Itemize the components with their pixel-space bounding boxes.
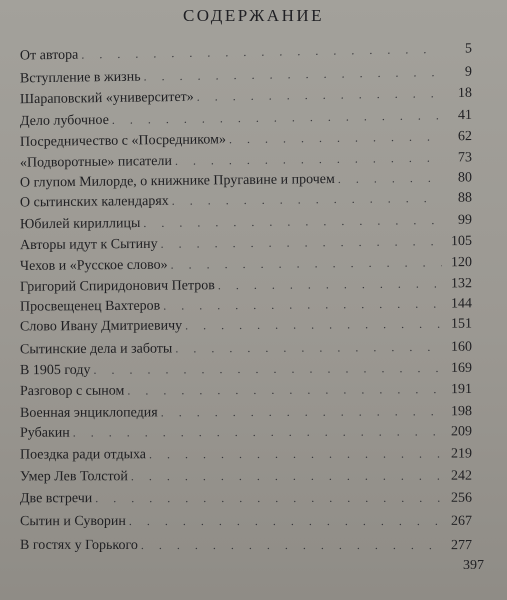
toc-entry-page: 73 xyxy=(457,150,473,166)
toc-entry-title: От автора xyxy=(19,47,79,64)
toc-entry-title: Поездка ради отдыха xyxy=(19,447,147,463)
toc-entry-page: 120 xyxy=(450,255,473,271)
toc-entry-title: О глупом Милорде, о книжнике Пругавине и прочем xyxy=(19,171,335,191)
toc-entry-title: Дело лубочное xyxy=(19,112,109,130)
toc-entry-page: 132 xyxy=(450,276,473,292)
toc-entry-title: «Подворотные» писатели xyxy=(19,153,172,171)
toc-entry-page: 88 xyxy=(457,190,473,206)
toc-entry xyxy=(20,234,472,258)
toc-entry-page: 80 xyxy=(457,170,473,186)
toc-entry-title: В 1905 году xyxy=(19,362,91,379)
dot-leader xyxy=(93,361,442,378)
toc-entry-page: 209 xyxy=(450,424,473,440)
toc-entry-page: 41 xyxy=(457,107,473,124)
toc-entry-page: 62 xyxy=(457,129,473,145)
toc-entry-title: Умер Лев Толстой xyxy=(19,469,128,485)
toc-entry-title: Рубакин xyxy=(19,425,70,441)
toc-entry-page: 99 xyxy=(457,212,473,228)
toc-entry-title: Юбилей кириллицы xyxy=(19,216,141,233)
toc-entry xyxy=(20,317,472,340)
dot-leader xyxy=(172,191,442,209)
toc-entry-page: 198 xyxy=(450,404,473,420)
dot-leader xyxy=(112,108,442,127)
toc-entry-title: Чехов и «Русское слово» xyxy=(19,257,168,274)
dot-leader xyxy=(338,171,442,187)
toc-entry-page: 151 xyxy=(450,316,473,332)
toc-entry-page: 5 xyxy=(464,41,473,57)
toc-entry xyxy=(20,361,472,383)
dot-leader xyxy=(143,65,442,84)
toc-entry xyxy=(20,41,472,68)
dot-leader xyxy=(127,382,442,398)
toc-entry-title: О сытинских календарях xyxy=(19,193,169,211)
toc-entry xyxy=(20,514,472,534)
toc-entry xyxy=(20,382,472,404)
dot-leader xyxy=(143,213,442,231)
toc-entry-title: Шараповский «университет» xyxy=(19,89,194,108)
dot-leader xyxy=(163,297,442,314)
toc-entry-page: 144 xyxy=(450,296,473,312)
dot-leader xyxy=(129,514,442,529)
toc-entry xyxy=(20,340,472,363)
toc-entry-page: 18 xyxy=(457,85,473,101)
toc-entry-title: Военная энциклопедия xyxy=(19,405,158,421)
dot-leader xyxy=(197,86,442,105)
toc-entry xyxy=(20,255,472,279)
toc-entry-title: Вступление в жизнь xyxy=(19,69,141,87)
page-title: СОДЕРЖАНИЕ xyxy=(182,6,325,25)
toc-entry-title: Две встречи xyxy=(19,491,93,507)
toc-entry-page: 256 xyxy=(450,490,473,506)
page-number: 397 xyxy=(463,558,484,573)
toc-entry-page: 277 xyxy=(450,538,473,554)
toc-entry-title: Сытин и Суворин xyxy=(19,514,126,530)
toc-entry xyxy=(20,469,472,490)
toc-entry xyxy=(20,491,472,511)
toc-entry-page: 191 xyxy=(450,381,473,398)
toc-entry-page: 219 xyxy=(450,446,473,462)
dot-leader xyxy=(149,447,442,463)
dot-leader xyxy=(81,42,442,63)
dot-leader xyxy=(218,276,442,293)
toc-entry xyxy=(20,446,472,467)
toc-entry-title: Слово Ивану Дмитриевичу xyxy=(19,318,183,335)
dot-leader xyxy=(161,234,443,252)
toc-entry xyxy=(20,538,472,558)
dot-leader xyxy=(161,404,442,420)
dot-leader xyxy=(73,424,442,440)
dot-leader xyxy=(175,151,442,169)
toc-entry-title: Авторы идут к Сытину xyxy=(19,236,158,254)
toc-entry-page: 105 xyxy=(450,233,473,250)
dot-leader xyxy=(229,129,442,147)
toc-entry-title: В гостях у Горького xyxy=(19,537,138,553)
dot-leader xyxy=(171,255,443,272)
toc-entry-title: Григорий Спиридонович Петров xyxy=(19,278,215,295)
toc-entry-page: 242 xyxy=(450,468,473,484)
toc-entry-title: Разговор с сыном xyxy=(19,383,125,400)
dot-leader xyxy=(131,469,442,485)
dot-leader xyxy=(141,538,442,553)
dot-leader xyxy=(95,491,442,506)
toc-entry-page: 169 xyxy=(450,360,473,376)
toc-entry-page: 9 xyxy=(464,64,473,80)
toc-entry-page: 160 xyxy=(450,339,473,355)
toc-entry-title: Просвещенец Вахтеров xyxy=(19,298,161,315)
toc-entry-title: Посредничество с «Посредником» xyxy=(19,132,227,150)
dot-leader xyxy=(175,340,442,357)
toc-entry xyxy=(20,424,472,445)
toc-entry xyxy=(20,404,472,426)
toc-entry-page: 267 xyxy=(450,513,473,529)
toc-entry-title: Сытинские дела и заботы xyxy=(19,341,173,358)
toc-entry xyxy=(20,191,472,216)
dot-leader xyxy=(185,317,442,334)
